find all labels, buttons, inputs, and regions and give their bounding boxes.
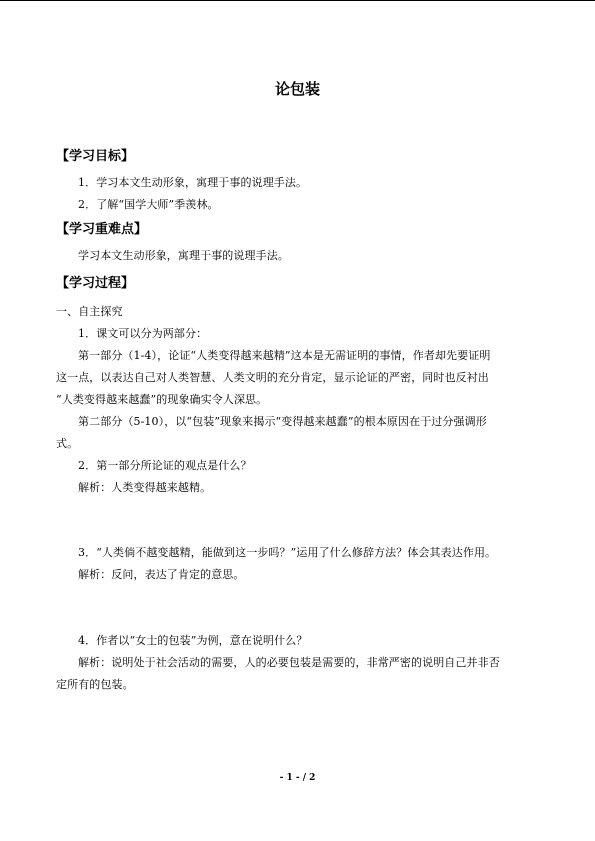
- answer-2: 解析：人类变得越来越精。: [78, 481, 212, 494]
- difficulty-text: 学习本文生动形象，寓理于事的说理手法。: [78, 249, 289, 262]
- paragraph-line: 这一点，以表达自己对人类智慧、人类文明的充分肯定，显示论证的严密，同时也反衬出: [56, 371, 489, 384]
- question-4: 4．作者以“女士的包装”为例，意在说明什么？: [78, 634, 308, 647]
- question-1: 1．课文可以分为两部分：: [78, 327, 208, 340]
- page-title: 论包装: [274, 80, 320, 98]
- question-3: 3．“人类倘不越变越精，能做到这一步吗？”运用了什么修辞方法？体会其表达作用。: [78, 546, 497, 559]
- top-rule: [0, 0, 595, 1]
- goal-item: 2．了解“国学大师”季羡林。: [78, 198, 219, 211]
- section-heading-process: 【学习过程】: [56, 276, 135, 291]
- answer-4-continued: 定所有的包装。: [56, 678, 134, 691]
- question-2: 2．第一部分所论证的观点是什么？: [78, 459, 252, 472]
- paragraph-line: 式。: [56, 437, 79, 450]
- part-heading: 一、自主探究: [56, 305, 123, 318]
- paragraph-line: 第二部分（5-10），以“包装”现象来揭示“变得越来越蠢”的根本原因在于过分强调形: [78, 415, 487, 428]
- page-number: - 1 - / 2: [279, 773, 316, 783]
- goal-item: 1．学习本文生动形象，寓理于事的说理手法。: [78, 176, 308, 189]
- answer-4: 解析：说明处于社会活动的需要，人的必要包装是需要的，非常严密的说明自己并非否: [78, 656, 500, 669]
- section-heading-difficulty: 【学习重难点】: [56, 222, 148, 237]
- answer-3: 解析：反问，表达了肯定的意思。: [78, 568, 245, 581]
- paragraph-line: 第一部分（1-4），论证“人类变得越来越精”这本是无需证明的事情，作者却先要证明: [78, 349, 491, 362]
- section-heading-goals: 【学习目标】: [56, 149, 135, 164]
- paragraph-line: “人类变得越来越蠢”的现象确实令人深思。: [56, 393, 268, 406]
